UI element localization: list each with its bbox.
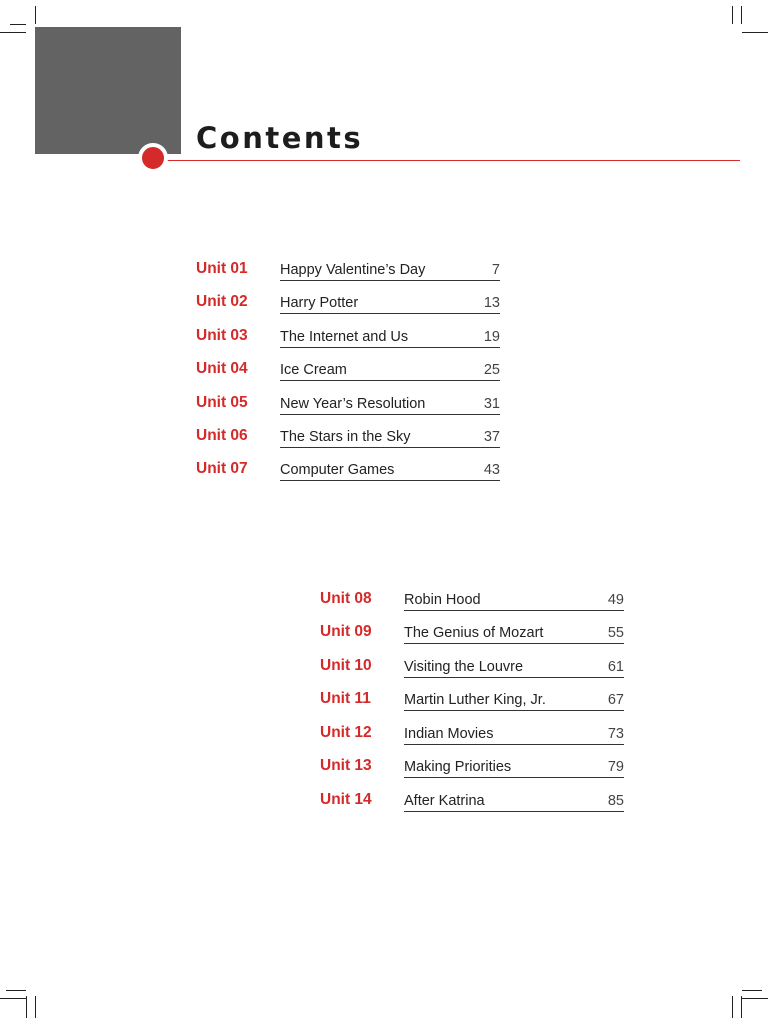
- page-number: 13: [483, 295, 500, 311]
- unit-label: Unit 12: [320, 724, 372, 741]
- page-number: 79: [607, 759, 624, 775]
- toc-entry[interactable]: [196, 427, 500, 461]
- page-number: 85: [607, 793, 624, 809]
- crop-mark-bottom-right-vertical-inner: [741, 996, 742, 1018]
- entry-underline: [404, 677, 624, 678]
- toc-entry[interactable]: [320, 690, 624, 724]
- unit-label: Unit 08: [320, 590, 372, 607]
- entry-underline: [280, 380, 500, 381]
- entry-underline: [280, 347, 500, 348]
- entry-title: Ice Cream: [280, 362, 347, 378]
- entry-underline: [404, 811, 624, 812]
- crop-mark-top-right-vertical: [732, 6, 733, 24]
- crop-mark-top-right-vertical-inner: [741, 6, 742, 24]
- unit-label: Unit 06: [196, 427, 248, 444]
- entry-underline: [280, 414, 500, 415]
- toc-entry[interactable]: [196, 460, 500, 494]
- crop-mark-top-right-horizontal: [742, 32, 768, 33]
- unit-label: Unit 09: [320, 623, 372, 640]
- entry-title: Indian Movies: [404, 726, 494, 742]
- entry-underline: [404, 610, 624, 611]
- entry-underline: [404, 643, 624, 644]
- unit-label: Unit 01: [196, 260, 248, 277]
- toc-entry[interactable]: [320, 590, 624, 624]
- page-number: 31: [483, 396, 500, 412]
- unit-label: Unit 07: [196, 460, 248, 477]
- toc-entry[interactable]: [320, 623, 624, 657]
- unit-label: Unit 04: [196, 360, 248, 377]
- entry-underline: [404, 744, 624, 745]
- unit-label: Unit 02: [196, 293, 248, 310]
- entry-underline: [280, 280, 500, 281]
- entry-title: Harry Potter: [280, 295, 359, 311]
- crop-mark-bottom-right-horizontal: [742, 998, 768, 999]
- entry-underline: [280, 313, 500, 314]
- crop-mark-bottom-left-horizontal: [0, 998, 26, 999]
- page-number: 7: [491, 262, 500, 278]
- crop-mark-top-left-vertical: [35, 6, 36, 24]
- toc-entry[interactable]: [196, 394, 500, 428]
- page-number: 25: [483, 362, 500, 378]
- page-number: 61: [607, 659, 624, 675]
- crop-mark-bottom-right-horizontal-inner: [742, 990, 762, 991]
- unit-label: Unit 13: [320, 757, 372, 774]
- entry-title: The Internet and Us: [280, 329, 409, 345]
- entry-title: Visiting the Louvre: [404, 659, 524, 675]
- unit-label: Unit 03: [196, 327, 248, 344]
- page-number: 55: [607, 625, 624, 641]
- crop-mark-bottom-left-horizontal-inner: [6, 990, 26, 991]
- crop-mark-bottom-left-vertical-inner: [26, 996, 27, 1018]
- header-gray-block: [35, 27, 181, 154]
- toc-entry[interactable]: [320, 657, 624, 691]
- crop-mark-top-left-horizontal-inner: [10, 24, 26, 25]
- entry-underline: [404, 710, 624, 711]
- toc-entry[interactable]: [320, 757, 624, 791]
- page-number: 43: [483, 462, 500, 478]
- crop-mark-bottom-left-vertical: [35, 996, 36, 1018]
- page-number: 73: [607, 726, 624, 742]
- entry-underline: [280, 480, 500, 481]
- toc-entry[interactable]: [320, 724, 624, 758]
- entry-title: Happy Valentine’s Day: [280, 262, 426, 278]
- unit-label: Unit 11: [320, 690, 371, 707]
- toc-entry[interactable]: [196, 260, 500, 294]
- toc-entry[interactable]: [196, 327, 500, 361]
- page-title: Contents: [196, 121, 364, 155]
- toc-entry[interactable]: [196, 293, 500, 327]
- entry-title: Robin Hood: [404, 592, 481, 608]
- title-underline: [156, 160, 740, 161]
- toc-entry[interactable]: [196, 360, 500, 394]
- unit-label: Unit 10: [320, 657, 372, 674]
- page-number: 37: [483, 429, 500, 445]
- entry-title: Computer Games: [280, 462, 395, 478]
- entry-title: The Stars in the Sky: [280, 429, 411, 445]
- entry-underline: [404, 777, 624, 778]
- toc-entry[interactable]: [320, 791, 624, 825]
- entry-title: Martin Luther King, Jr.: [404, 692, 546, 708]
- entry-title: New Year’s Resolution: [280, 396, 426, 412]
- crop-mark-bottom-right-vertical: [732, 996, 733, 1018]
- entry-title: The Genius of Mozart: [404, 625, 544, 641]
- unit-label: Unit 05: [196, 394, 248, 411]
- entry-title: Making Priorities: [404, 759, 512, 775]
- red-dot-bullet: [138, 143, 168, 173]
- entry-underline: [280, 447, 500, 448]
- crop-mark-top-left-horizontal: [0, 32, 26, 33]
- unit-label: Unit 14: [320, 791, 372, 808]
- page-number: 67: [607, 692, 624, 708]
- page-number: 19: [483, 329, 500, 345]
- entry-title: After Katrina: [404, 793, 485, 809]
- page-number: 49: [607, 592, 624, 608]
